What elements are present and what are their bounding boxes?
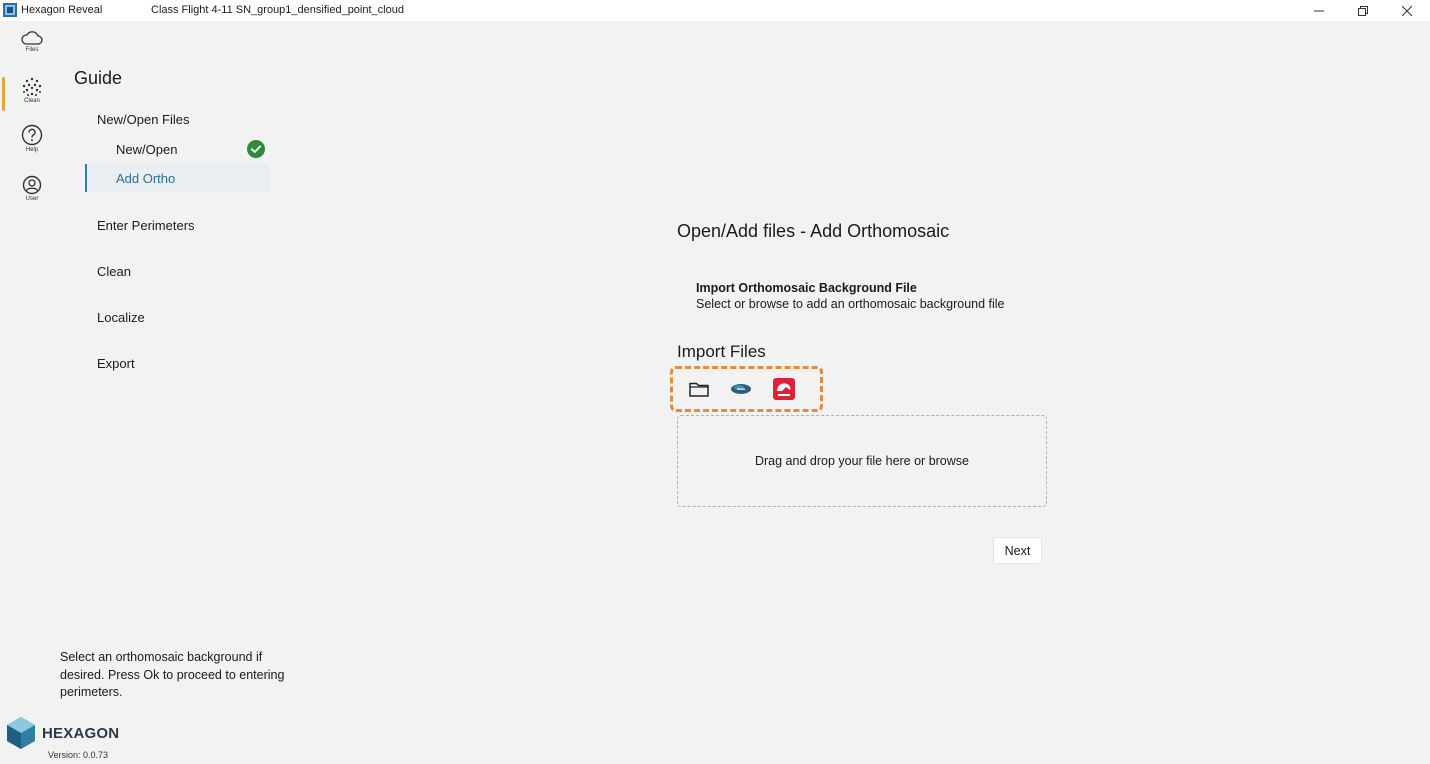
substep-new-open[interactable]: New/Open xyxy=(116,142,178,157)
rail-item-files[interactable] xyxy=(6,30,58,74)
guide-hint: Select an orthomosaic background if desired. Press Ok to proceed to entering perimeters. xyxy=(60,650,285,699)
restore-icon xyxy=(1358,6,1368,16)
next-button[interactable]: Next xyxy=(993,537,1042,564)
minimize-icon xyxy=(1314,6,1324,16)
rail-label-clean: Clean xyxy=(24,98,40,104)
hexagon-logo-icon xyxy=(4,716,38,750)
help-icon xyxy=(21,124,43,146)
app-icon xyxy=(3,3,17,17)
rail-item-help[interactable] xyxy=(6,124,58,168)
step-localize[interactable]: Localize xyxy=(97,310,145,325)
restore-button[interactable] xyxy=(1340,0,1386,21)
version-text: Version: 0.0.73 xyxy=(48,750,109,760)
red-service-icon xyxy=(773,378,795,400)
document-name: Class Flight 4-11 SN_group1_densified_point_cloud xyxy=(151,4,404,16)
hexagon-logo xyxy=(4,716,119,750)
rail-item-user[interactable] xyxy=(6,175,58,219)
icon-rail xyxy=(0,21,64,764)
close-icon xyxy=(1402,6,1412,16)
step-enter-perimeters[interactable]: Enter Perimeters xyxy=(97,218,195,233)
rail-active-indicator xyxy=(2,77,5,111)
substep-add-ortho[interactable] xyxy=(85,164,269,192)
browse-folder-button[interactable] xyxy=(686,376,712,402)
substep-add-ortho-label: Add Ortho xyxy=(116,171,176,186)
rail-item-clean[interactable] xyxy=(6,77,58,121)
step-export[interactable]: Export xyxy=(97,356,135,371)
import-heading: Import Orthomosaic Background File xyxy=(696,281,917,295)
page-title: Open/Add files - Add Orthomosaic xyxy=(677,221,950,241)
brand-name: HEXAGON xyxy=(42,724,120,742)
cloud-service-button[interactable] xyxy=(728,376,754,402)
cloud-icon xyxy=(21,30,43,46)
guide-title: Guide xyxy=(74,68,123,88)
app-name: Hexagon Reveal xyxy=(21,4,103,16)
red-service-button[interactable] xyxy=(771,376,797,402)
close-button[interactable] xyxy=(1384,0,1430,21)
cloud-service-icon xyxy=(730,382,752,396)
check-icon xyxy=(247,140,265,158)
user-icon xyxy=(22,175,42,195)
import-files-label: Import Files xyxy=(677,342,766,361)
dots-icon xyxy=(22,77,42,97)
step-new-open-files[interactable]: New/Open Files xyxy=(97,112,190,127)
folder-icon xyxy=(689,381,709,397)
title-bar xyxy=(0,0,1430,21)
import-description: Select or browse to add an orthomosaic background file xyxy=(696,297,1005,311)
rail-label-user: User xyxy=(25,196,39,202)
file-dropzone[interactable] xyxy=(677,415,1047,507)
rail-label-files: Files xyxy=(25,47,39,53)
dropzone-text: Drag and drop your file here or browse xyxy=(754,454,969,468)
step-clean[interactable]: Clean xyxy=(97,264,131,279)
minimize-button[interactable] xyxy=(1296,0,1342,21)
rail-label-help: Help xyxy=(25,147,39,153)
